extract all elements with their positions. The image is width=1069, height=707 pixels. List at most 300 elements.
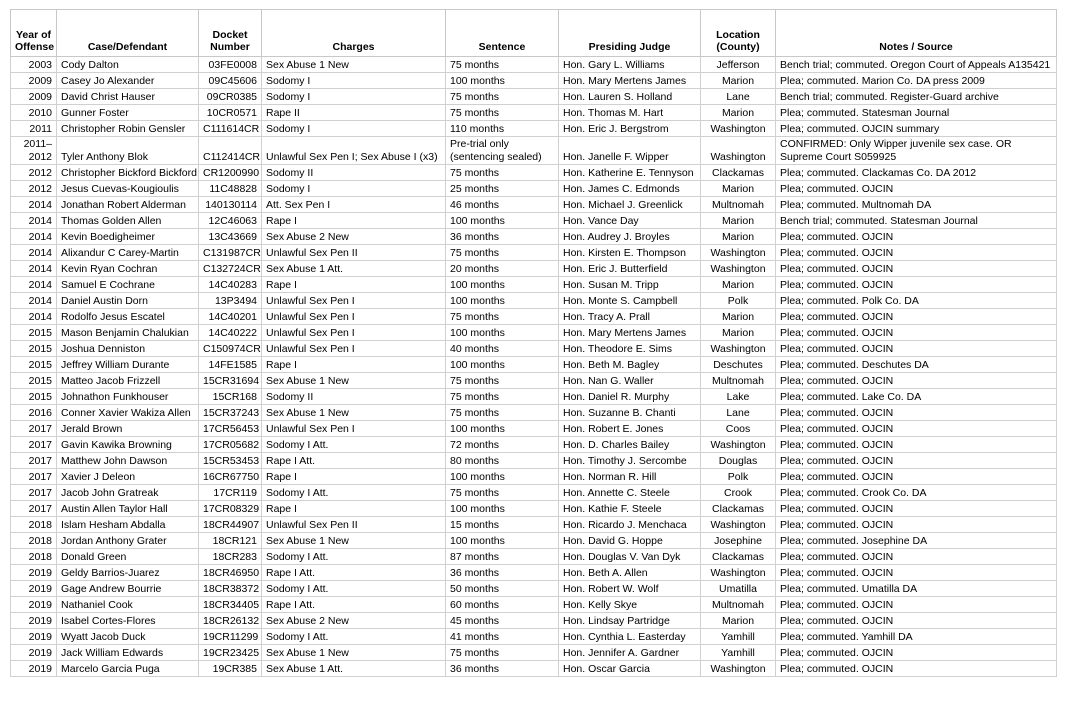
table-row[interactable] — [11, 165, 1057, 181]
cell-location[interactable]: Multnomah — [701, 197, 776, 213]
cell-charges[interactable]: Att. Sex Pen I — [262, 197, 446, 213]
cell-docket[interactable]: C131987CR — [199, 245, 262, 261]
cell-sentence[interactable]: 100 months — [446, 533, 559, 549]
cell-year[interactable]: 2015 — [11, 341, 57, 357]
cell-judge[interactable]: Hon. Lindsay Partridge — [559, 613, 701, 629]
cell-judge[interactable]: Hon. Robert E. Jones — [559, 421, 701, 437]
cell-judge[interactable]: Hon. Oscar Garcia — [559, 661, 701, 677]
cell-year[interactable]: 2017 — [11, 485, 57, 501]
cell-charges[interactable]: Rape I — [262, 357, 446, 373]
cell-sentence[interactable]: 100 months — [446, 293, 559, 309]
cell-sentence[interactable]: 75 months — [446, 57, 559, 73]
cell-location[interactable]: Marion — [701, 325, 776, 341]
cell-sentence[interactable]: 75 months — [446, 245, 559, 261]
table-row[interactable] — [11, 613, 1057, 629]
cell-location[interactable]: Washington — [701, 341, 776, 357]
cell-notes[interactable]: Plea; commuted. Crook Co. DA — [776, 485, 1057, 501]
cell-year[interactable]: 2012 — [11, 165, 57, 181]
cell-year[interactable]: 2014 — [11, 197, 57, 213]
cell-case[interactable]: Kevin Ryan Cochran — [57, 261, 199, 277]
cell-location[interactable]: Washington — [701, 437, 776, 453]
cell-sentence[interactable]: 75 months — [446, 645, 559, 661]
cell-judge[interactable]: Hon. Katherine E. Tennyson — [559, 165, 701, 181]
table-row[interactable] — [11, 549, 1057, 565]
cell-location[interactable]: Washington — [701, 661, 776, 677]
cell-charges[interactable]: Sodomy II — [262, 389, 446, 405]
cell-docket[interactable]: 17CR119 — [199, 485, 262, 501]
table-row[interactable] — [11, 597, 1057, 613]
cell-judge[interactable]: Hon. Eric J. Bergstrom — [559, 121, 701, 137]
cell-charges[interactable]: Rape I — [262, 469, 446, 485]
cell-case[interactable]: Islam Hesham Abdalla — [57, 517, 199, 533]
cell-location[interactable]: Marion — [701, 181, 776, 197]
cell-case[interactable]: Geldy Barrios-Juarez — [57, 565, 199, 581]
table-row[interactable] — [11, 137, 1057, 165]
cell-charges[interactable]: Unlawful Sex Pen I; Sex Abuse I (x3) — [262, 137, 446, 165]
cell-charges[interactable]: Sex Abuse 1 New — [262, 373, 446, 389]
cell-notes[interactable]: Plea; commuted. OJCIN — [776, 661, 1057, 677]
cell-notes[interactable]: Plea; commuted. OJCIN — [776, 309, 1057, 325]
cell-sentence[interactable]: 45 months — [446, 613, 559, 629]
cell-case[interactable]: Kevin Boedigheimer — [57, 229, 199, 245]
table-row[interactable] — [11, 453, 1057, 469]
cell-docket[interactable]: 15CR31694 — [199, 373, 262, 389]
cell-judge[interactable]: Hon. Kathie F. Steele — [559, 501, 701, 517]
table-row[interactable] — [11, 565, 1057, 581]
cell-notes[interactable]: Plea; commuted. Yamhill DA — [776, 629, 1057, 645]
cell-location[interactable]: Lane — [701, 89, 776, 105]
cell-judge[interactable]: Hon. Thomas M. Hart — [559, 105, 701, 121]
cell-docket[interactable]: 10CR0571 — [199, 105, 262, 121]
cell-docket[interactable]: 15CR168 — [199, 389, 262, 405]
cell-charges[interactable]: Sex Abuse 1 New — [262, 57, 446, 73]
cell-docket[interactable]: 15CR53453 — [199, 453, 262, 469]
table-row[interactable] — [11, 213, 1057, 229]
cell-location[interactable]: Marion — [701, 229, 776, 245]
cell-sentence[interactable]: 36 months — [446, 661, 559, 677]
cell-location[interactable]: Deschutes — [701, 357, 776, 373]
cell-location[interactable]: Marion — [701, 309, 776, 325]
cell-location[interactable]: Marion — [701, 73, 776, 89]
cell-charges[interactable]: Sodomy I — [262, 121, 446, 137]
cell-docket[interactable]: 18CR46950 — [199, 565, 262, 581]
cell-docket[interactable]: C111614CR — [199, 121, 262, 137]
cell-year[interactable]: 2014 — [11, 309, 57, 325]
cell-year[interactable]: 2019 — [11, 597, 57, 613]
cell-year[interactable]: 2017 — [11, 421, 57, 437]
cell-charges[interactable]: Unlawful Sex Pen I — [262, 421, 446, 437]
cell-case[interactable]: Rodolfo Jesus Escatel — [57, 309, 199, 325]
cell-sentence[interactable]: 72 months — [446, 437, 559, 453]
cell-charges[interactable]: Unlawful Sex Pen I — [262, 341, 446, 357]
cell-notes[interactable]: Plea; commuted. OJCIN — [776, 645, 1057, 661]
cell-sentence[interactable]: 75 months — [446, 485, 559, 501]
cell-charges[interactable]: Sex Abuse 2 New — [262, 229, 446, 245]
cell-docket[interactable]: 18CR26132 — [199, 613, 262, 629]
table-row[interactable] — [11, 357, 1057, 373]
cell-docket[interactable]: 12C46063 — [199, 213, 262, 229]
cell-year[interactable]: 2009 — [11, 89, 57, 105]
cell-judge[interactable]: Hon. Monte S. Campbell — [559, 293, 701, 309]
table-row[interactable] — [11, 485, 1057, 501]
cell-charges[interactable]: Sodomy I Att. — [262, 629, 446, 645]
cell-year[interactable]: 2019 — [11, 629, 57, 645]
column-header-case[interactable] — [57, 10, 199, 57]
cell-charges[interactable]: Sodomy I Att. — [262, 485, 446, 501]
cell-case[interactable]: Jerald Brown — [57, 421, 199, 437]
table-row[interactable] — [11, 501, 1057, 517]
cell-case[interactable]: Wyatt Jacob Duck — [57, 629, 199, 645]
cell-case[interactable]: Joshua Denniston — [57, 341, 199, 357]
cell-case[interactable]: Gunner Foster — [57, 105, 199, 121]
cell-sentence[interactable]: 36 months — [446, 565, 559, 581]
cell-notes[interactable]: Plea; commuted. OJCIN — [776, 549, 1057, 565]
cell-notes[interactable]: Plea; commuted. Polk Co. DA — [776, 293, 1057, 309]
cell-judge[interactable]: Hon. Mary Mertens James — [559, 73, 701, 89]
cell-docket[interactable]: 17CR05682 — [199, 437, 262, 453]
cell-charges[interactable]: Sex Abuse 1 New — [262, 405, 446, 421]
cell-charges[interactable]: Rape I — [262, 213, 446, 229]
cell-judge[interactable]: Hon. David G. Hoppe — [559, 533, 701, 549]
cell-case[interactable]: Jacob John Gratreak — [57, 485, 199, 501]
cell-docket[interactable]: 16CR67750 — [199, 469, 262, 485]
cell-docket[interactable]: 13P3494 — [199, 293, 262, 309]
table-row[interactable] — [11, 581, 1057, 597]
cell-notes[interactable]: Plea; commuted. OJCIN — [776, 181, 1057, 197]
cell-docket[interactable]: C112414CR — [199, 137, 262, 165]
cell-sentence[interactable]: 36 months — [446, 229, 559, 245]
cell-sentence[interactable]: 60 months — [446, 597, 559, 613]
cell-judge[interactable]: Hon. Ricardo J. Menchaca — [559, 517, 701, 533]
cell-location[interactable]: Coos — [701, 421, 776, 437]
cell-case[interactable]: Johnathon Funkhouser — [57, 389, 199, 405]
cell-judge[interactable]: Hon. Tracy A. Prall — [559, 309, 701, 325]
cell-sentence[interactable]: 87 months — [446, 549, 559, 565]
cell-location[interactable]: Marion — [701, 213, 776, 229]
column-header-charges[interactable] — [262, 10, 446, 57]
cell-year[interactable]: 2018 — [11, 533, 57, 549]
cell-docket[interactable]: 14FE1585 — [199, 357, 262, 373]
cell-notes[interactable]: Plea; commuted. OJCIN — [776, 277, 1057, 293]
cell-notes[interactable]: Plea; commuted. OJCIN — [776, 421, 1057, 437]
cell-judge[interactable]: Hon. Eric J. Butterfield — [559, 261, 701, 277]
cell-docket[interactable]: 09CR0385 — [199, 89, 262, 105]
cell-judge[interactable]: Hon. Annette C. Steele — [559, 485, 701, 501]
table-row[interactable] — [11, 341, 1057, 357]
cell-notes[interactable]: Plea; commuted. OJCIN — [776, 437, 1057, 453]
cell-charges[interactable]: Sodomy I Att. — [262, 437, 446, 453]
cell-case[interactable]: Matthew John Dawson — [57, 453, 199, 469]
cell-location[interactable]: Marion — [701, 613, 776, 629]
cell-year[interactable]: 2017 — [11, 501, 57, 517]
cell-judge[interactable]: Hon. Mary Mertens James — [559, 325, 701, 341]
cell-charges[interactable]: Sodomy I — [262, 181, 446, 197]
cell-notes[interactable]: Plea; commuted. OJCIN — [776, 565, 1057, 581]
cell-sentence[interactable]: 75 months — [446, 389, 559, 405]
cell-sentence[interactable]: 100 months — [446, 213, 559, 229]
cell-sentence[interactable]: 20 months — [446, 261, 559, 277]
cell-docket[interactable]: 18CR38372 — [199, 581, 262, 597]
table-row[interactable] — [11, 389, 1057, 405]
cell-notes[interactable]: Plea; commuted. Multnomah DA — [776, 197, 1057, 213]
cell-judge[interactable]: Hon. Michael J. Greenlick — [559, 197, 701, 213]
cell-judge[interactable]: Hon. Janelle F. Wipper — [559, 137, 701, 165]
cell-location[interactable]: Washington — [701, 517, 776, 533]
cell-sentence[interactable]: 100 months — [446, 277, 559, 293]
column-header-judge[interactable] — [559, 10, 701, 57]
cell-case[interactable]: Samuel E Cochrane — [57, 277, 199, 293]
cell-docket[interactable]: 19CR23425 — [199, 645, 262, 661]
cell-judge[interactable]: Hon. Gary L. Williams — [559, 57, 701, 73]
cell-sentence[interactable]: 100 months — [446, 357, 559, 373]
cell-charges[interactable]: Unlawful Sex Pen I — [262, 293, 446, 309]
cell-year[interactable]: 2014 — [11, 293, 57, 309]
cell-notes[interactable]: Plea; commuted. OJCIN — [776, 325, 1057, 341]
cell-judge[interactable]: Hon. Vance Day — [559, 213, 701, 229]
cell-case[interactable]: Daniel Austin Dorn — [57, 293, 199, 309]
table-row[interactable] — [11, 57, 1057, 73]
cell-charges[interactable]: Sex Abuse 1 Att. — [262, 661, 446, 677]
cell-sentence[interactable]: 110 months — [446, 121, 559, 137]
cell-location[interactable]: Clackamas — [701, 501, 776, 517]
cell-notes[interactable]: Plea; commuted. OJCIN — [776, 501, 1057, 517]
cell-year[interactable]: 2015 — [11, 373, 57, 389]
table-row[interactable] — [11, 533, 1057, 549]
column-header-year[interactable] — [11, 10, 57, 57]
cell-year[interactable]: 2019 — [11, 565, 57, 581]
cell-location[interactable]: Yamhill — [701, 629, 776, 645]
table-row[interactable] — [11, 229, 1057, 245]
cell-location[interactable]: Clackamas — [701, 165, 776, 181]
cell-case[interactable]: Jeffrey William Durante — [57, 357, 199, 373]
table-row[interactable] — [11, 89, 1057, 105]
table-row[interactable] — [11, 517, 1057, 533]
cell-charges[interactable]: Rape II — [262, 105, 446, 121]
cell-notes[interactable]: Plea; commuted. OJCIN — [776, 613, 1057, 629]
table-row[interactable] — [11, 293, 1057, 309]
cell-notes[interactable]: Plea; commuted. Lake Co. DA — [776, 389, 1057, 405]
cell-case[interactable]: Isabel Cortes-Flores — [57, 613, 199, 629]
cell-case[interactable]: David Christ Hauser — [57, 89, 199, 105]
cell-charges[interactable]: Sodomy I — [262, 89, 446, 105]
table-row[interactable] — [11, 277, 1057, 293]
cell-notes[interactable]: Plea; commuted. Statesman Journal — [776, 105, 1057, 121]
cell-charges[interactable]: Sex Abuse 1 New — [262, 533, 446, 549]
cell-year[interactable]: 2014 — [11, 213, 57, 229]
cell-year[interactable]: 2016 — [11, 405, 57, 421]
cell-notes[interactable]: Bench trial; commuted. Register-Guard archive — [776, 89, 1057, 105]
cell-case[interactable]: Donald Green — [57, 549, 199, 565]
cell-charges[interactable]: Sodomy I — [262, 73, 446, 89]
cell-judge[interactable]: Hon. Cynthia L. Easterday — [559, 629, 701, 645]
cell-year[interactable]: 2017 — [11, 469, 57, 485]
cell-judge[interactable]: Hon. Audrey J. Broyles — [559, 229, 701, 245]
cell-notes[interactable]: Bench trial; commuted. Statesman Journal — [776, 213, 1057, 229]
cell-charges[interactable]: Unlawful Sex Pen I — [262, 325, 446, 341]
cell-charges[interactable]: Sex Abuse 1 Att. — [262, 261, 446, 277]
cell-judge[interactable]: Hon. D. Charles Bailey — [559, 437, 701, 453]
table-row[interactable] — [11, 645, 1057, 661]
cell-sentence[interactable]: Pre-trial only (sentencing sealed) — [446, 137, 559, 165]
cell-location[interactable]: Polk — [701, 469, 776, 485]
cell-docket[interactable]: 13C43669 — [199, 229, 262, 245]
cell-docket[interactable]: 18CR121 — [199, 533, 262, 549]
cell-case[interactable]: Gavin Kawika Browning — [57, 437, 199, 453]
cell-docket[interactable]: 19CR11299 — [199, 629, 262, 645]
cell-location[interactable]: Washington — [701, 137, 776, 165]
cell-docket[interactable]: 18CR44907 — [199, 517, 262, 533]
cell-notes[interactable]: CONFIRMED: Only Wipper juvenile sex case. OR Supreme Court S059925 — [776, 137, 1057, 165]
cell-case[interactable]: Jesus Cuevas-Kougioulis — [57, 181, 199, 197]
cell-judge[interactable]: Hon. James C. Edmonds — [559, 181, 701, 197]
cell-charges[interactable]: Unlawful Sex Pen II — [262, 517, 446, 533]
cell-year[interactable]: 2019 — [11, 613, 57, 629]
cell-docket[interactable]: 09C45606 — [199, 73, 262, 89]
cell-docket[interactable]: 14C40222 — [199, 325, 262, 341]
cell-location[interactable]: Washington — [701, 245, 776, 261]
cell-judge[interactable]: Hon. Kirsten E. Thompson — [559, 245, 701, 261]
cell-notes[interactable]: Plea; commuted. Clackamas Co. DA 2012 — [776, 165, 1057, 181]
cell-charges[interactable]: Rape I Att. — [262, 565, 446, 581]
cell-location[interactable]: Marion — [701, 105, 776, 121]
cell-case[interactable]: Christopher Bickford Bickford — [57, 165, 199, 181]
cell-notes[interactable]: Plea; commuted. OJCIN — [776, 245, 1057, 261]
cell-sentence[interactable]: 46 months — [446, 197, 559, 213]
cell-sentence[interactable]: 80 months — [446, 453, 559, 469]
cell-location[interactable]: Clackamas — [701, 549, 776, 565]
cell-sentence[interactable]: 75 months — [446, 373, 559, 389]
cell-docket[interactable]: 17CR08329 — [199, 501, 262, 517]
cell-sentence[interactable]: 41 months — [446, 629, 559, 645]
cell-case[interactable]: Jordan Anthony Grater — [57, 533, 199, 549]
cell-judge[interactable]: Hon. Robert W. Wolf — [559, 581, 701, 597]
cell-judge[interactable]: Hon. Douglas V. Van Dyk — [559, 549, 701, 565]
cell-year[interactable]: 2014 — [11, 277, 57, 293]
cell-notes[interactable]: Plea; commuted. OJCIN — [776, 517, 1057, 533]
table-row[interactable] — [11, 629, 1057, 645]
cell-docket[interactable]: 140130114 — [199, 197, 262, 213]
cell-docket[interactable]: C132724CR — [199, 261, 262, 277]
cell-charges[interactable]: Unlawful Sex Pen II — [262, 245, 446, 261]
table-row[interactable] — [11, 105, 1057, 121]
cell-case[interactable]: Mason Benjamin Chalukian — [57, 325, 199, 341]
cell-judge[interactable]: Hon. Beth A. Allen — [559, 565, 701, 581]
cell-location[interactable]: Washington — [701, 565, 776, 581]
cell-year[interactable]: 2019 — [11, 661, 57, 677]
cell-judge[interactable]: Hon. Beth M. Bagley — [559, 357, 701, 373]
cell-location[interactable]: Multnomah — [701, 373, 776, 389]
cell-charges[interactable]: Sodomy I Att. — [262, 581, 446, 597]
table-row[interactable] — [11, 181, 1057, 197]
cell-case[interactable]: Jack William Edwards — [57, 645, 199, 661]
cell-sentence[interactable]: 100 months — [446, 469, 559, 485]
cell-location[interactable]: Umatilla — [701, 581, 776, 597]
cell-charges[interactable]: Unlawful Sex Pen I — [262, 309, 446, 325]
cell-case[interactable]: Marcelo Garcia Puga — [57, 661, 199, 677]
cell-location[interactable]: Lane — [701, 405, 776, 421]
cell-case[interactable]: Austin Allen Taylor Hall — [57, 501, 199, 517]
cell-year[interactable]: 2015 — [11, 389, 57, 405]
cell-notes[interactable]: Plea; commuted. OJCIN — [776, 261, 1057, 277]
cell-location[interactable]: Josephine — [701, 533, 776, 549]
column-header-notes[interactable] — [776, 10, 1057, 57]
cell-year[interactable]: 2018 — [11, 549, 57, 565]
cell-case[interactable]: Casey Jo Alexander — [57, 73, 199, 89]
table-row[interactable] — [11, 661, 1057, 677]
cell-judge[interactable]: Hon. Nan G. Waller — [559, 373, 701, 389]
cell-year[interactable]: 2015 — [11, 357, 57, 373]
table-row[interactable] — [11, 73, 1057, 89]
cell-docket[interactable]: 18CR34405 — [199, 597, 262, 613]
table-row[interactable] — [11, 405, 1057, 421]
cell-year[interactable]: 2011 — [11, 121, 57, 137]
table-row[interactable] — [11, 121, 1057, 137]
cell-judge[interactable]: Hon. Susan M. Tripp — [559, 277, 701, 293]
cell-location[interactable]: Jefferson — [701, 57, 776, 73]
cell-case[interactable]: Nathaniel Cook — [57, 597, 199, 613]
table-row[interactable] — [11, 469, 1057, 485]
cell-notes[interactable]: Plea; commuted. OJCIN summary — [776, 121, 1057, 137]
cell-year[interactable]: 2017 — [11, 453, 57, 469]
cell-charges[interactable]: Rape I Att. — [262, 453, 446, 469]
cell-sentence[interactable]: 25 months — [446, 181, 559, 197]
cell-notes[interactable]: Plea; commuted. Marion Co. DA press 2009 — [776, 73, 1057, 89]
cell-charges[interactable]: Sodomy I Att. — [262, 549, 446, 565]
cell-notes[interactable]: Plea; commuted. OJCIN — [776, 373, 1057, 389]
cell-sentence[interactable]: 100 months — [446, 501, 559, 517]
table-row[interactable] — [11, 421, 1057, 437]
table-row[interactable] — [11, 309, 1057, 325]
cell-notes[interactable]: Plea; commuted. OJCIN — [776, 405, 1057, 421]
cell-location[interactable]: Yamhill — [701, 645, 776, 661]
cell-case[interactable]: Gage Andrew Bourrie — [57, 581, 199, 597]
cell-docket[interactable]: CR1200990 — [199, 165, 262, 181]
cell-charges[interactable]: Rape I Att. — [262, 597, 446, 613]
cell-docket[interactable]: 15CR37243 — [199, 405, 262, 421]
cell-docket[interactable]: 11C48828 — [199, 181, 262, 197]
cell-docket[interactable]: 03FE0008 — [199, 57, 262, 73]
cell-case[interactable]: Tyler Anthony Blok — [57, 137, 199, 165]
cell-location[interactable]: Polk — [701, 293, 776, 309]
cell-year[interactable]: 2014 — [11, 245, 57, 261]
cell-notes[interactable]: Plea; commuted. Josephine DA — [776, 533, 1057, 549]
cell-case[interactable]: Conner Xavier Wakiza Allen — [57, 405, 199, 421]
table-row[interactable] — [11, 197, 1057, 213]
cell-year[interactable]: 2010 — [11, 105, 57, 121]
cell-case[interactable]: Alixandur C Carey-Martin — [57, 245, 199, 261]
cell-notes[interactable]: Plea; commuted. OJCIN — [776, 469, 1057, 485]
cell-case[interactable]: Thomas Golden Allen — [57, 213, 199, 229]
table-row[interactable] — [11, 261, 1057, 277]
cell-docket[interactable]: C150974CR — [199, 341, 262, 357]
cell-charges[interactable]: Sodomy II — [262, 165, 446, 181]
cell-charges[interactable]: Rape I — [262, 501, 446, 517]
cell-case[interactable]: Christopher Robin Gensler — [57, 121, 199, 137]
cell-charges[interactable]: Sex Abuse 1 New — [262, 645, 446, 661]
cell-judge[interactable]: Hon. Timothy J. Sercombe — [559, 453, 701, 469]
column-header-sentence[interactable] — [446, 10, 559, 57]
cell-notes[interactable]: Plea; commuted. OJCIN — [776, 453, 1057, 469]
cell-case[interactable]: Matteo Jacob Frizzell — [57, 373, 199, 389]
cell-sentence[interactable]: 75 months — [446, 89, 559, 105]
cell-year[interactable]: 2011–2012 — [11, 137, 57, 165]
cell-notes[interactable]: Plea; commuted. OJCIN — [776, 341, 1057, 357]
cell-judge[interactable]: Hon. Suzanne B. Chanti — [559, 405, 701, 421]
cell-sentence[interactable]: 15 months — [446, 517, 559, 533]
cell-judge[interactable]: Hon. Lauren S. Holland — [559, 89, 701, 105]
cell-sentence[interactable]: 75 months — [446, 165, 559, 181]
cell-year[interactable]: 2009 — [11, 73, 57, 89]
